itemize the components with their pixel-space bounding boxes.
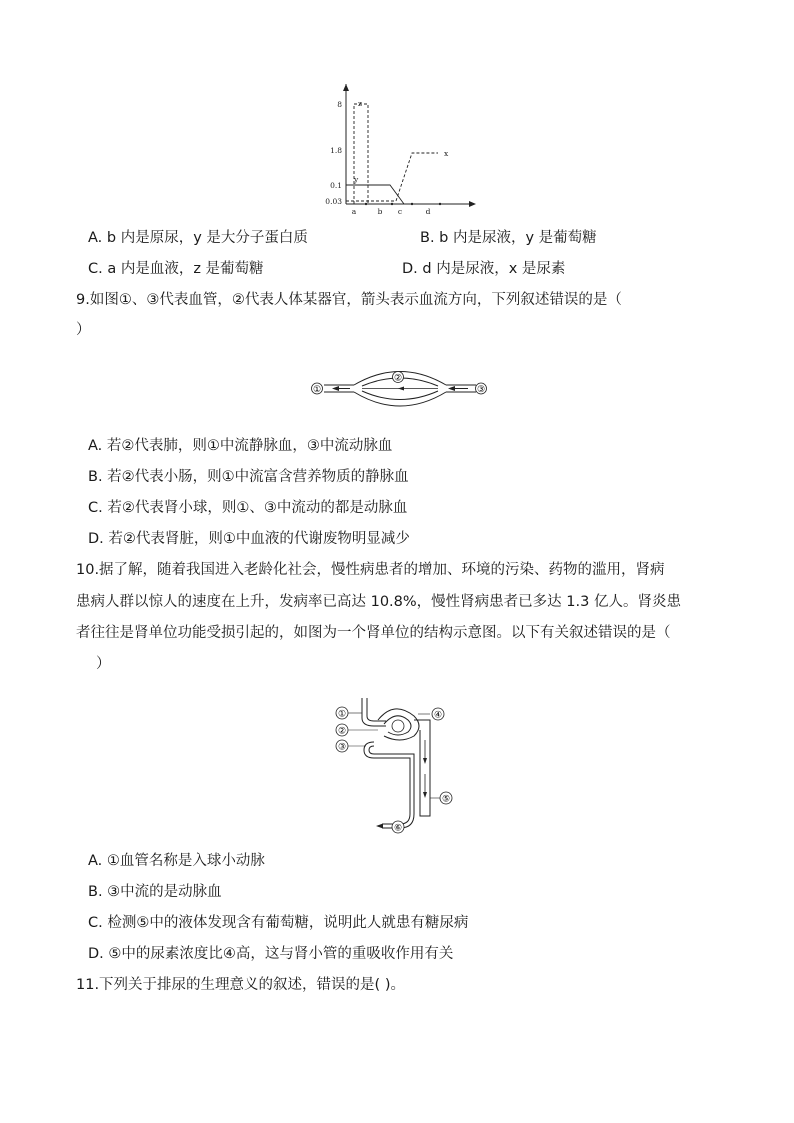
x-tick-label-d: d	[425, 207, 431, 216]
x-tick-label-b: b	[377, 207, 383, 216]
q8-chart	[325, 84, 478, 218]
q9-stem-line2: ）	[76, 322, 91, 338]
q10-option-b[interactable]: B. ③中流的是动脉血	[88, 884, 222, 900]
y-tick-label-1: 1.8	[330, 146, 342, 155]
q9-label-2: ②	[393, 373, 403, 384]
series-x-label: x	[444, 149, 449, 158]
q10-stem-line3: 者往往是肾单位功能受损引起的，如图为一个肾单位的结构示意图。以下有关叙述错误的是（	[76, 625, 671, 641]
q9-label-1: ①	[312, 385, 322, 395]
q10-label-3: ③	[337, 742, 347, 753]
x-tick-dot-b	[391, 203, 393, 205]
series-x-line	[346, 153, 438, 201]
q10-label-2: ②	[337, 726, 347, 737]
q10-stem-line4: ）	[96, 656, 111, 672]
series-y-label: y	[354, 175, 359, 184]
q9-option-d[interactable]: D. 若②代表肾脏，则①中血液的代谢废物明显减少	[88, 531, 410, 547]
q9-option-c[interactable]: C. 若②代表肾小球，则①、③中流动的都是动脉血	[88, 500, 408, 516]
q8-option-a[interactable]: A. b 内是原尿，y 是大分子蛋白质	[88, 230, 308, 246]
flow-arrow-right	[448, 386, 455, 391]
y-tick-label-2: 0.1	[330, 181, 342, 190]
q10-option-c[interactable]: C. 检测⑤中的液体发现含有葡萄糖，说明此人就患有糖尿病	[88, 915, 469, 931]
q10-stem-line2: 患病人群以惊人的速度在上升，发病率已高达 10.8%，慢性肾病患者已多达 1.3 亿人。肾炎患	[76, 594, 681, 610]
q11-stem: 11.下列关于排尿的生理意义的叙述，错误的是( )。	[76, 977, 405, 993]
q10-label-1: ①	[337, 709, 347, 720]
q9-stem-line1: 9.如图①、③代表血管，②代表人体某器官，箭头表示血流方向，下列叙述错误的是（	[76, 292, 622, 308]
q10-stem-line1: 10.据了解，随着我国进入老龄化社会，慢性病患者的增加、环境的污染、药物的滥用，肾病	[76, 562, 665, 578]
x-tick-dot-a	[365, 203, 367, 205]
series-z-label: z	[358, 99, 362, 108]
q10-option-d[interactable]: D. ⑤中的尿素浓度比④高，这与肾小管的重吸收作用有关	[88, 946, 454, 962]
y-tick-label-3: 0.03	[325, 197, 342, 206]
q8-option-c[interactable]: C. a 内是血液，z 是葡萄糖	[88, 261, 264, 277]
x-tick-label-c: c	[397, 207, 403, 216]
x-tick-label-a: a	[351, 207, 357, 216]
q9-organ-diagram	[310, 364, 490, 412]
q9-option-a[interactable]: A. 若②代表肺，则①中流静脉血，③中流动脉血	[88, 438, 393, 454]
x-tick-dot-c	[411, 203, 413, 205]
q10-label-5: ⑤	[441, 794, 451, 805]
series-z-line	[354, 104, 368, 204]
x-axis-arrow	[469, 201, 476, 207]
q10-label-6: ⑥	[393, 823, 403, 834]
y-tick-label-0: 8	[337, 100, 342, 109]
q8-option-b[interactable]: B. b 内是尿液，y 是葡萄糖	[420, 230, 597, 246]
series-y-line	[346, 185, 404, 204]
q9-option-b[interactable]: B. 若②代表小肠，则①中流富含营养物质的静脉血	[88, 469, 409, 485]
q10-label-4: ④	[433, 710, 443, 721]
q9-label-3: ③	[476, 385, 486, 395]
y-axis-arrow	[343, 84, 349, 91]
flow-arrow-left	[332, 386, 339, 391]
x-tick-dot-d	[439, 203, 441, 205]
q10-option-a[interactable]: A. ①血管名称是入球小动脉	[88, 853, 265, 869]
q10-nephron-diagram	[334, 696, 464, 836]
q8-option-d[interactable]: D. d 内是尿液，x 是尿素	[402, 261, 566, 277]
